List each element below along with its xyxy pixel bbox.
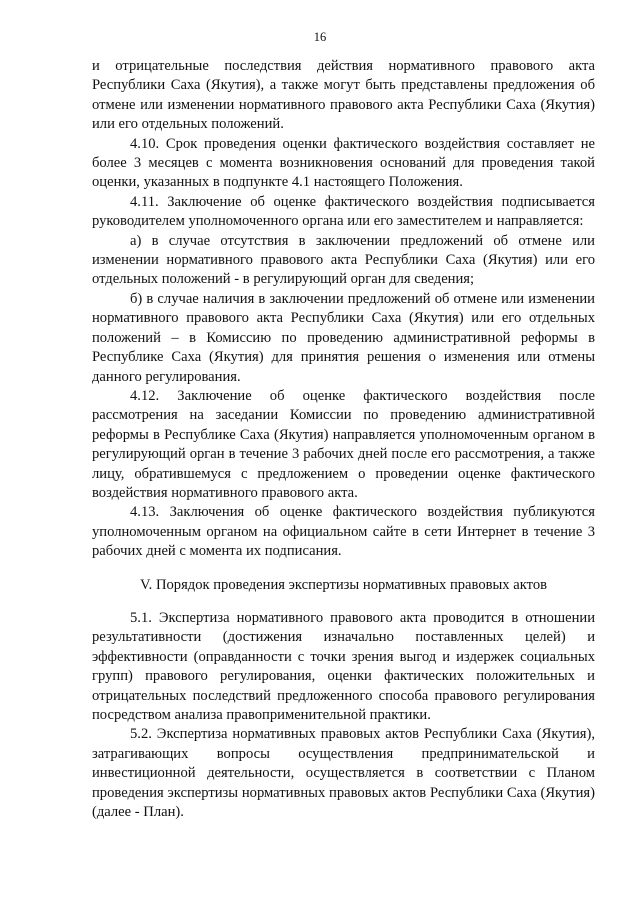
page-content [92, 57, 595, 822]
paragraph-4-11-b: б) в случае наличия в заключении предложений об отмене или изменении нормативного правового акта Республики Саха (Якутия) или его отдельных положений – в Комиссию по проведению административной реформы в Республике Саха (Якутия) для принятия решения о изменения или отмены данного регулирования. [92, 290, 595, 385]
section-heading: V. Порядок проведения экспертизы нормативных правовых актов [139, 576, 548, 593]
paragraph-4-11: 4.11. Заключение об оценке фактического воздействия подписывается руководителем уполномоченного органа или его заместителем и направляется: [92, 193, 595, 230]
paragraph-5-2: 5.2. Экспертиза нормативных правовых актов Республики Саха (Якутия), затрагивающих вопросы осуществления предпринимательской и инвестиционной деятельности, осуществляется в соответствии с Планом проведения экспертизы нормативных правовых актов Республики Саха (Якутия) (далее - План). [92, 726, 595, 821]
paragraph-continuation: и отрицательные последствия действия нормативного правового акта Республики Саха (Якутия), а также могут быть представлены предложения об отмене или изменении нормативного правового акта Республики Саха (Якутия) или его отдельных положений. [92, 58, 595, 133]
paragraph-4-13: 4.13. Заключения об оценке фактического воздействия публикуются уполномоченным органом на официальном сайте в сети Интернет в течение 3 рабочих дней с момента их подписания. [92, 504, 595, 560]
paragraph-4-12: 4.12. Заключение об оценке фактического воздействия после рассмотрения на заседании Комиссии по проведению административной реформы в Республике Саха (Якутия) направляется уполномоченным органом в регулирующий орган в течение 3 рабочих дней после его рассмотрения, а также лицу, обратившемуся с предложением о проведении оценке фактического воздействия нормативного правового акта. [92, 387, 595, 501]
paragraph-4-10: 4.10. Срок проведения оценки фактического воздействия составляет не более 3 месяцев с момента возникновения оснований для проведения такой оценки, указанных в подпункте 4.1 настоящего Положения. [92, 135, 595, 191]
paragraph-4-11-a: а) в случае отсутствия в заключении предложений об отмене или изменении нормативного правового акта Республики Саха (Якутия) или его отдельных положений - в регулирующий орган для сведения; [92, 232, 595, 288]
paragraph-5-1: 5.1. Экспертиза нормативного правового акта проводится в отношении результативности (достижения изначально поставленных целей) и эффективности (оправданности с точки зрения выгод и издержек социальных групп) правового регулирования, оценки фактических положительных и отрицательных последствий предложенного способа правового регулирования посредством анализа правоприменительной практики. [92, 609, 595, 723]
page-number: 16 [313, 30, 327, 44]
